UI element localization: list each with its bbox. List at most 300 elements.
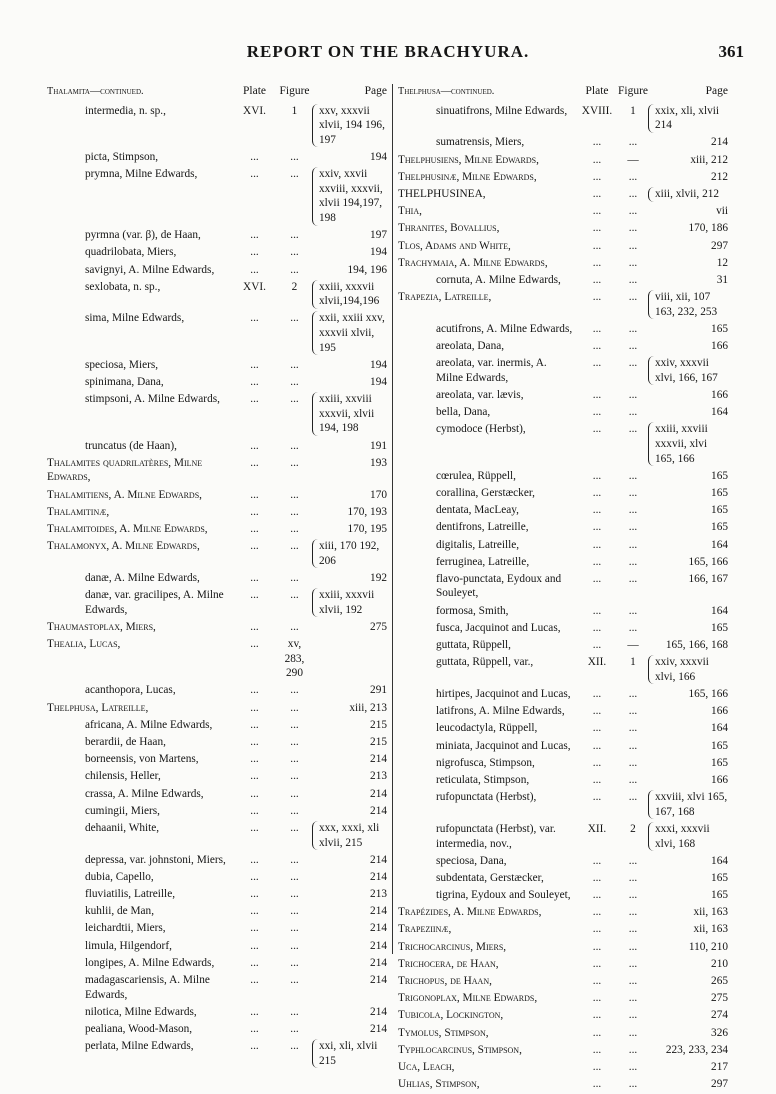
entry-name: depressa, var. johnstoni, Miers, [85,853,226,866]
entry-name: crassa, A. Milne Edwards, [85,787,204,800]
entry-figure: ... [290,263,299,276]
entry-plate: ... [250,870,259,883]
entry-page: 165, 166 [688,555,728,568]
entry-page: xxii, xxiii xxv, xxxvii xlvii, 195 [312,311,387,355]
index-entry [47,392,387,436]
entry-name: Trachymaia, A. Milne Edwards, [398,256,548,269]
entry-figure: ... [290,787,299,800]
entry-figure: — [627,153,639,166]
entry-figure: ... [628,992,638,1005]
entry-plate: ... [592,688,602,700]
entry-figure: ... [290,974,299,987]
entry-page: 170, 195 [347,522,387,535]
index-entry [47,539,387,568]
index-entry [47,787,387,802]
right-index-list [398,104,728,1092]
right-column [398,84,728,1094]
entry-figure: ... [628,756,638,769]
entry-figure: ... [290,571,299,584]
entry-name: flavo-punctata, Eydoux and Souleyet, [436,572,562,600]
entry-page: 210 [711,957,728,970]
entry-figure: ... [628,940,638,953]
entry-name: berardii, de Haan, [85,736,166,748]
entry-plate: ... [592,322,602,335]
entry-figure: ... [628,357,638,370]
entry-figure: ... [290,150,299,163]
entry-page: 193 [370,456,387,469]
entry-figure: ... [628,521,638,534]
entry-figure: ... [290,312,299,325]
entry-name: Trapezia, Latreille, [398,291,492,304]
entry-plate: ... [250,787,259,800]
entry-plate: ... [592,555,602,568]
entry-name: Tymolus, Stimpson, [398,1026,489,1039]
entry-page: 274 [711,1009,728,1022]
entry-figure: ... [290,770,299,783]
entry-figure: ... [628,170,638,183]
entry-page: 214 [370,853,387,866]
entry-figure: ... [628,1078,638,1091]
entry-name: quadrilobata, Miers, [85,246,177,259]
entry-name: borneensis, von Martens, [85,753,199,766]
entry-name: Thalamitiens, A. Milne Edwards, [47,488,202,501]
left-index-list [47,104,387,1069]
entry-plate: ... [592,871,602,884]
entry-page: 275 [370,620,387,633]
entry-page: xiii, 170 192, 206 [312,539,387,568]
running-title: REPORT ON THE BRACHYURA. [246,42,530,61]
entry-page: 213 [370,770,387,783]
index-entry [398,974,728,989]
entry-figure: ... [628,957,638,970]
index-entry [398,239,728,254]
entry-name: Trichopus, de Haan, [398,975,492,987]
entry-name: Thranites, Bovallius, [398,222,500,235]
entry-name: miniata, Jacquinot and Lucas, [436,739,571,752]
index-entry [47,804,387,819]
entry-page: 164 [711,538,728,551]
entry-plate: ... [592,906,602,919]
entry-page: 164 [711,406,728,419]
entry-name: fluviatilis, Latreille, [85,888,176,901]
index-entry [398,905,728,920]
entry-name: ferruginea, Latreille, [436,555,530,568]
entry-figure: ... [290,853,299,866]
entry-figure: ... [628,604,638,617]
entry-page: 214 [370,870,387,883]
index-entry [398,1077,728,1092]
index-entry [47,887,387,902]
entry-plate: ... [592,222,602,235]
entry-page: 297 [711,1078,728,1091]
entry-plate: ... [250,853,259,866]
entry-plate: ... [592,469,602,482]
entry-page: 194, 196 [347,263,387,276]
entry-name: cornuta, A. Milne Edwards, [436,273,561,286]
entry-name: Tlos, Adams and White, [398,239,511,252]
entry-page: 165 [711,621,728,634]
entry-page: 197 [370,229,387,242]
entry-plate: ... [592,521,602,534]
entry-name: leucodactyla, Rüppell, [436,722,538,735]
entry-page: 170 [370,488,387,501]
entry-page: 164 [711,604,728,617]
entry-plate: ... [250,522,259,535]
index-entry [47,769,387,784]
left-header-page: Page [364,85,387,97]
entry-plate: ... [592,486,602,499]
entry-page: 164 [711,722,728,735]
entry-plate: ... [250,956,259,969]
entry-plate: ... [250,939,259,952]
entry-page: 170, 186 [688,222,728,235]
entry-plate: ... [592,1043,602,1056]
index-entry [398,822,728,851]
entry-page: xiii, 212 [690,153,728,166]
entry-page: xiii, 213 [349,701,387,714]
entry-page: 214 [370,939,387,952]
entry-page: 214 [370,905,387,918]
index-entry [47,683,387,698]
entry-figure: ... [290,905,299,918]
entry-page: 214 [370,804,387,817]
entry-name: latifrons, A. Milne Edwards, [436,705,565,718]
entry-page: 215 [370,736,387,748]
entry-page: 165 [711,469,728,482]
entry-page: 214 [370,974,387,987]
index-entry [47,821,387,850]
entry-figure: ... [628,975,638,987]
entry-plate: ... [250,1040,259,1053]
entry-page: xxiv, xxxvii xlvi, 166, 167 [648,356,728,385]
entry-figure: ... [628,1060,638,1073]
entry-page: xxiii, xxviii xxxvii, xlvii 194, 198 [312,392,387,436]
index-entry [398,422,728,466]
entry-figure: ... [628,923,638,936]
page-header [0,42,776,72]
index-entry [398,388,728,403]
index-entry [47,718,387,733]
entry-plate: ... [250,589,259,602]
right-header-plate: Plate [585,85,609,97]
entry-page: 194 [370,376,387,389]
index-entry [47,921,387,936]
index-entry [398,790,728,819]
entry-plate: ... [592,604,602,617]
entry-name: Thaumastoplax, Miers, [47,620,156,633]
index-entry [398,1043,728,1058]
entry-page: xiii, xlvii, 212 [648,187,728,202]
index-entry [398,756,728,771]
entry-plate: ... [592,621,602,634]
index-entry [398,1026,728,1041]
entry-figure: ... [290,589,299,602]
entry-figure: ... [628,889,638,902]
entry-plate: ... [592,940,602,953]
index-entry [398,273,728,288]
index-entry [47,588,387,617]
left-column-header [47,84,387,100]
entry-plate: XVIII. [581,104,613,117]
entry-figure: ... [628,136,638,149]
entry-figure: ... [290,718,299,731]
entry-plate: ... [592,1009,602,1022]
entry-name: Thalamitinæ, [47,505,110,518]
index-entry [47,752,387,767]
entry-plate: ... [592,423,602,436]
entry-figure: ... [628,406,638,419]
entry-figure: ... [628,555,638,568]
entry-figure: ... [290,939,299,952]
entry-plate: ... [250,804,259,817]
entry-name: Uca, Leach, [398,1060,455,1073]
entry-page: 165 [711,871,728,884]
index-entry [398,721,728,736]
entry-figure: ... [628,222,638,235]
index-entry [47,620,387,635]
entry-name: Thia, [398,205,422,218]
entry-figure: ... [628,791,638,804]
entry-figure: ... [628,469,638,482]
entry-plate: ... [250,505,259,518]
entry-page: 165 [711,739,728,752]
entry-name: nilotica, Milne Edwards, [85,1005,197,1018]
entry-figure: ... [628,1026,638,1039]
entry-name: hirtipes, Jacquinot and Lucas, [436,688,571,700]
entry-figure: xv, 283, 290 [284,638,305,680]
entry-figure: ... [628,423,638,436]
entry-page: 214 [711,136,728,149]
entry-name: Thealia, Lucas, [47,638,121,651]
entry-figure: ... [628,1043,638,1056]
entry-name: longipes, A. Milne Edwards, [85,956,215,969]
entry-name: spinimana, Dana, [85,376,164,389]
index-entry [398,135,728,150]
entry-figure: ... [628,1009,638,1022]
entry-figure: ... [628,340,638,353]
entry-plate: ... [250,718,259,731]
entry-name: savignyi, A. Milne Edwards, [85,263,215,276]
entry-plate: ... [592,170,602,183]
index-entry [398,991,728,1006]
index-entry [47,939,387,954]
entry-plate: ... [250,150,259,163]
entry-figure: ... [290,456,299,469]
index-entry [47,735,387,750]
entry-name: chilensis, Heller, [85,770,161,783]
index-entry [47,522,387,537]
entry-plate: ... [250,736,259,748]
entry-plate: ... [592,722,602,735]
entry-figure: ... [628,187,638,200]
entry-page: xxi, xli, xlvii 215 [312,1039,387,1068]
entry-name: Typhlocarcinus, Stimpson, [398,1043,522,1056]
left-column [47,84,387,1071]
index-entry [398,290,728,319]
entry-figure: ... [628,504,638,517]
entry-figure: ... [628,291,638,304]
entry-name: pyrmna (var. β), de Haan, [85,229,201,242]
entry-plate: ... [250,922,259,935]
entry-page: 166 [711,340,728,353]
entry-page: xii, 163 [693,923,728,936]
index-entry [47,505,387,520]
entry-page: 165 [711,889,728,902]
entry-plate: ... [592,538,602,551]
entry-name: Trapézides, A. Milne Edwards, [398,906,542,919]
index-entry [47,280,387,309]
index-entry [47,228,387,243]
entry-plate: ... [592,136,602,149]
entry-figure: ... [628,621,638,634]
entry-name: Thelphusa, Latreille, [47,701,149,714]
entry-plate: ... [250,770,259,783]
entry-plate: ... [592,504,602,517]
entry-figure: ... [290,736,299,748]
entry-figure: ... [290,246,299,259]
entry-figure: ... [628,871,638,884]
entry-page: xxiv, xxxvii xlvi, 166 [648,655,728,684]
entry-plate: ... [592,756,602,769]
column-divider [392,84,393,954]
entry-name: picta, Stimpson, [85,150,159,163]
index-entry [47,150,387,165]
entry-figure: ... [290,393,299,406]
entry-plate: ... [592,889,602,902]
entry-page: 265 [711,975,728,987]
entry-page: xxxi, xxxvii xlvi, 168 [648,822,728,851]
entry-page: 213 [370,888,387,901]
entry-page: 215 [370,718,387,731]
index-entry [47,571,387,586]
index-entry [47,973,387,1002]
entry-figure: ... [290,888,299,901]
index-entry [47,439,387,454]
entry-plate: ... [592,187,602,200]
entry-plate: ... [592,572,602,585]
left-header-name: Thalamita—continued. [47,86,144,97]
entry-name: kuhlii, de Man, [85,905,155,918]
entry-name: cumingii, Miers, [85,804,160,817]
entry-figure: ... [290,1005,299,1018]
index-entry [47,358,387,373]
entry-page: 170, 193 [347,505,387,518]
index-entry [398,204,728,219]
entry-page: 166 [711,705,728,718]
entry-figure: ... [290,753,299,766]
entry-page: 165 [711,504,728,517]
entry-figure: 2 [630,822,636,835]
entry-page: 165 [711,521,728,534]
entry-name: Thalamites quadrilatères, Milne Edwards, [47,456,203,484]
entry-figure: ... [290,540,299,553]
entry-plate: ... [592,791,602,804]
entry-plate: ... [250,821,259,834]
entry-page: xxiii, xxviii xxxvii, xlvi 165, 166 [648,422,728,466]
entry-figure: ... [628,389,638,401]
entry-figure: ... [290,488,299,501]
entry-plate: XII. [587,822,607,835]
entry-figure: ... [290,505,299,518]
index-entry [47,701,387,716]
entry-plate: ... [250,168,259,181]
entry-figure: 2 [291,280,298,293]
entry-plate: ... [250,1023,259,1035]
entry-page: xxv, xxxvii xlvii, 194 196, 197 [312,104,387,148]
entry-page: 214 [370,956,387,969]
entry-figure: ... [290,620,299,633]
index-entry [398,170,728,185]
entry-name: bella, Dana, [436,406,491,419]
entry-name: sexlobata, n. sp., [85,280,161,293]
entry-plate: XII. [587,656,607,669]
entry-page: 191 [370,439,387,452]
entry-figure: 1 [291,104,298,117]
entry-plate: ... [592,739,602,752]
entry-page: xxiii, xxxvii xlvii, 192 [312,588,387,617]
entry-name: Tubicola, Lockington, [398,1009,504,1022]
entry-name: guttata, Rüppell, var., [436,656,534,669]
entry-figure: ... [628,906,638,919]
entry-figure: ... [290,804,299,817]
entry-name: perlata, Milne Edwards, [85,1040,194,1053]
right-header-figure: Figure [618,85,649,97]
entry-page: 297 [711,239,728,252]
entry-name: speciosa, Dana, [436,854,507,867]
index-entry [398,520,728,535]
index-entry [398,221,728,236]
entry-plate: ... [592,273,602,286]
entry-name: prymna, Milne Edwards, [85,168,198,181]
entry-plate: XVI. [243,280,266,293]
index-entry [398,339,728,354]
entry-page: 165 [711,756,728,769]
index-entry [398,572,728,601]
entry-page: 214 [370,1005,387,1018]
index-entry [47,870,387,885]
entry-plate: ... [250,1005,259,1018]
entry-name: africana, A. Milne Edwards, [85,718,213,731]
entry-figure: ... [628,239,638,252]
entry-plate: ... [592,854,602,867]
entry-figure: ... [628,572,638,585]
entry-plate: ... [250,974,259,987]
index-entry [398,486,728,501]
entry-plate: ... [592,357,602,370]
entry-page: 164 [711,854,728,867]
entry-page: 326 [711,1026,728,1039]
entry-name: reticulata, Stimpson, [436,773,530,786]
index-entry [398,256,728,271]
entry-plate: ... [250,246,259,259]
entry-figure: 1 [630,656,636,669]
entry-plate: ... [592,773,602,786]
entry-name: truncatus (de Haan), [85,439,177,452]
entry-name: intermedia, n. sp., [85,104,166,117]
index-entry [398,1008,728,1023]
index-entry [398,187,728,202]
index-entry [398,940,728,955]
entry-page: 275 [711,992,728,1005]
entry-plate: ... [250,312,259,325]
entry-name: dubia, Capello, [85,870,154,883]
entry-figure: ... [290,1023,299,1035]
entry-plate: ... [592,957,602,970]
entry-plate: ... [250,540,259,553]
entry-page: 214 [370,1023,387,1035]
entry-figure: ... [290,229,299,242]
index-entry [398,922,728,937]
